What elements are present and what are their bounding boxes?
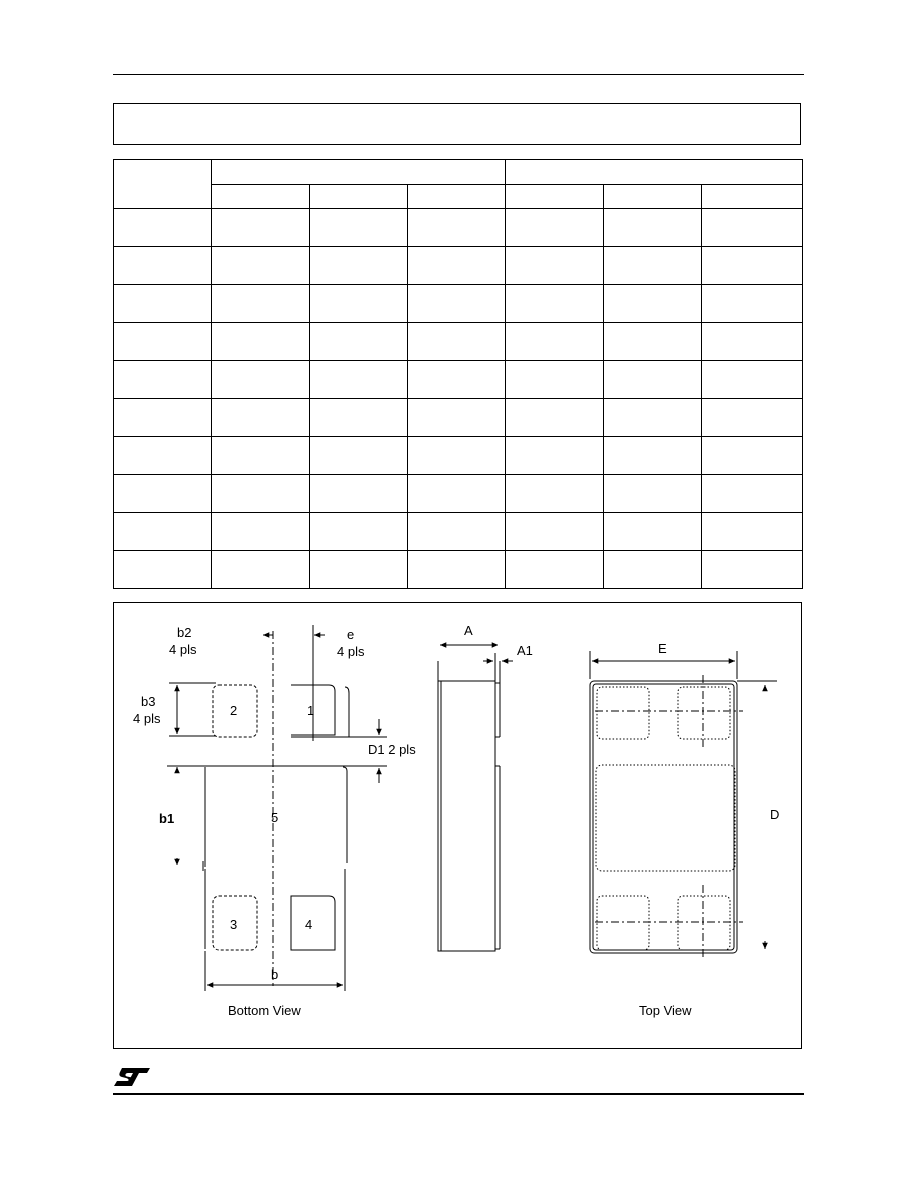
- table-cell: [702, 209, 803, 247]
- table-cell: [408, 247, 506, 285]
- subheader-cell: [310, 185, 408, 209]
- table-cell: [506, 399, 604, 437]
- header-rule: [113, 74, 804, 75]
- table-cell: [408, 285, 506, 323]
- table-cell: [212, 323, 310, 361]
- table-cell: [604, 551, 702, 589]
- table-row: [114, 475, 803, 513]
- bottom-view: [167, 625, 387, 991]
- label-b: b: [271, 967, 279, 982]
- table-cell: [408, 361, 506, 399]
- label-a1: A1: [517, 643, 533, 658]
- table-cell: [310, 247, 408, 285]
- table-cell: [604, 247, 702, 285]
- table-cell: [604, 437, 702, 475]
- label-e-count: 4 pls: [337, 644, 365, 659]
- table-cell: [114, 513, 212, 551]
- table-cell: [212, 437, 310, 475]
- table-cell: [604, 323, 702, 361]
- label-b2: b2: [177, 625, 192, 640]
- table-cell: [114, 247, 212, 285]
- table-cell: [114, 285, 212, 323]
- footer-rule: [113, 1093, 804, 1095]
- table-cell: [114, 323, 212, 361]
- table-cell: [310, 551, 408, 589]
- table-cell: [506, 285, 604, 323]
- table-cell: [212, 551, 310, 589]
- label-b2-count: 4 pls: [169, 642, 197, 657]
- st-logo-shape: [114, 1068, 150, 1086]
- table-cell: [212, 361, 310, 399]
- table-cell: [408, 475, 506, 513]
- table-cell: [114, 437, 212, 475]
- subheader-cell: [212, 185, 310, 209]
- table-cell: [702, 513, 803, 551]
- subheader-cell: [604, 185, 702, 209]
- table-cell: [702, 437, 803, 475]
- table-cell: [114, 551, 212, 589]
- table-cell: [114, 475, 212, 513]
- subheader-cell: [506, 185, 604, 209]
- table-cell: [604, 399, 702, 437]
- table-cell: [604, 361, 702, 399]
- label-b3-count: 4 pls: [133, 711, 161, 726]
- pad-2-label: 2: [230, 703, 238, 718]
- table-cell: [212, 475, 310, 513]
- label-d: D: [770, 807, 780, 822]
- table-cell: [310, 285, 408, 323]
- table-row: [114, 399, 803, 437]
- table-header-row: [114, 160, 803, 185]
- package-outline-svg: [114, 603, 801, 1048]
- table-cell: [310, 323, 408, 361]
- table-cell: [702, 475, 803, 513]
- table-cell: [604, 475, 702, 513]
- table-cell: [212, 285, 310, 323]
- table-cell: [408, 437, 506, 475]
- table-row: [114, 437, 803, 475]
- top-view: [590, 651, 780, 959]
- table-cell: [506, 551, 604, 589]
- subheader-cell: [702, 185, 803, 209]
- table-cell: [506, 475, 604, 513]
- table-cell: [212, 209, 310, 247]
- label-a: A: [464, 623, 473, 638]
- table-row: [114, 247, 803, 285]
- table-row: [114, 361, 803, 399]
- table-cell: [212, 513, 310, 551]
- table-cell: [506, 437, 604, 475]
- pad-4-label: 4: [305, 917, 313, 932]
- bottom-view-caption: Bottom View: [228, 1003, 301, 1018]
- subheader-cell: [408, 185, 506, 209]
- table-subheader-row: [114, 185, 803, 209]
- table-cell: [604, 285, 702, 323]
- table-cell: [310, 513, 408, 551]
- table-row: [114, 285, 803, 323]
- dimensions-table: [113, 159, 803, 589]
- table-cell: [604, 209, 702, 247]
- table-cell: [114, 399, 212, 437]
- label-e: e: [347, 627, 355, 642]
- table-row: [114, 551, 803, 589]
- st-logo-icon: [112, 1066, 152, 1088]
- table-cell: [114, 361, 212, 399]
- package-drawing: [113, 602, 802, 1049]
- table-cell: [408, 513, 506, 551]
- pad-3-label: 3: [230, 917, 238, 932]
- side-view: [438, 645, 513, 951]
- table-cell: [506, 513, 604, 551]
- header-cell-inches: [506, 160, 803, 185]
- table-caption-box: [113, 103, 801, 145]
- table-cell: [310, 475, 408, 513]
- pad-1-label: 1: [307, 703, 315, 718]
- table-cell: [310, 209, 408, 247]
- table-cell: [408, 323, 506, 361]
- table-cell: [506, 247, 604, 285]
- pad-5-label: 5: [271, 810, 279, 825]
- table-row: [114, 209, 803, 247]
- table-cell: [114, 209, 212, 247]
- table-cell: [702, 551, 803, 589]
- table-cell: [408, 209, 506, 247]
- table-cell: [702, 323, 803, 361]
- table-cell: [604, 513, 702, 551]
- table-cell: [408, 551, 506, 589]
- table-cell: [408, 399, 506, 437]
- top-view-caption: Top View: [639, 1003, 692, 1018]
- table-cell: [310, 361, 408, 399]
- table-cell: [702, 399, 803, 437]
- table-cell: [506, 209, 604, 247]
- table-row: [114, 323, 803, 361]
- table-cell: [702, 285, 803, 323]
- label-b3: b3: [141, 694, 156, 709]
- label-e-width: E: [658, 641, 667, 656]
- header-cell-ref: [114, 160, 212, 209]
- table-cell: [506, 323, 604, 361]
- table-cell: [702, 247, 803, 285]
- table-cell: [310, 437, 408, 475]
- table-cell: [310, 399, 408, 437]
- label-d1: D1 2 pls: [368, 742, 416, 757]
- table-cell: [506, 361, 604, 399]
- table-cell: [212, 247, 310, 285]
- table-cell: [212, 399, 310, 437]
- table-row: [114, 513, 803, 551]
- label-b1: b1: [159, 811, 175, 826]
- table-cell: [702, 361, 803, 399]
- header-cell-millimeters: [212, 160, 506, 185]
